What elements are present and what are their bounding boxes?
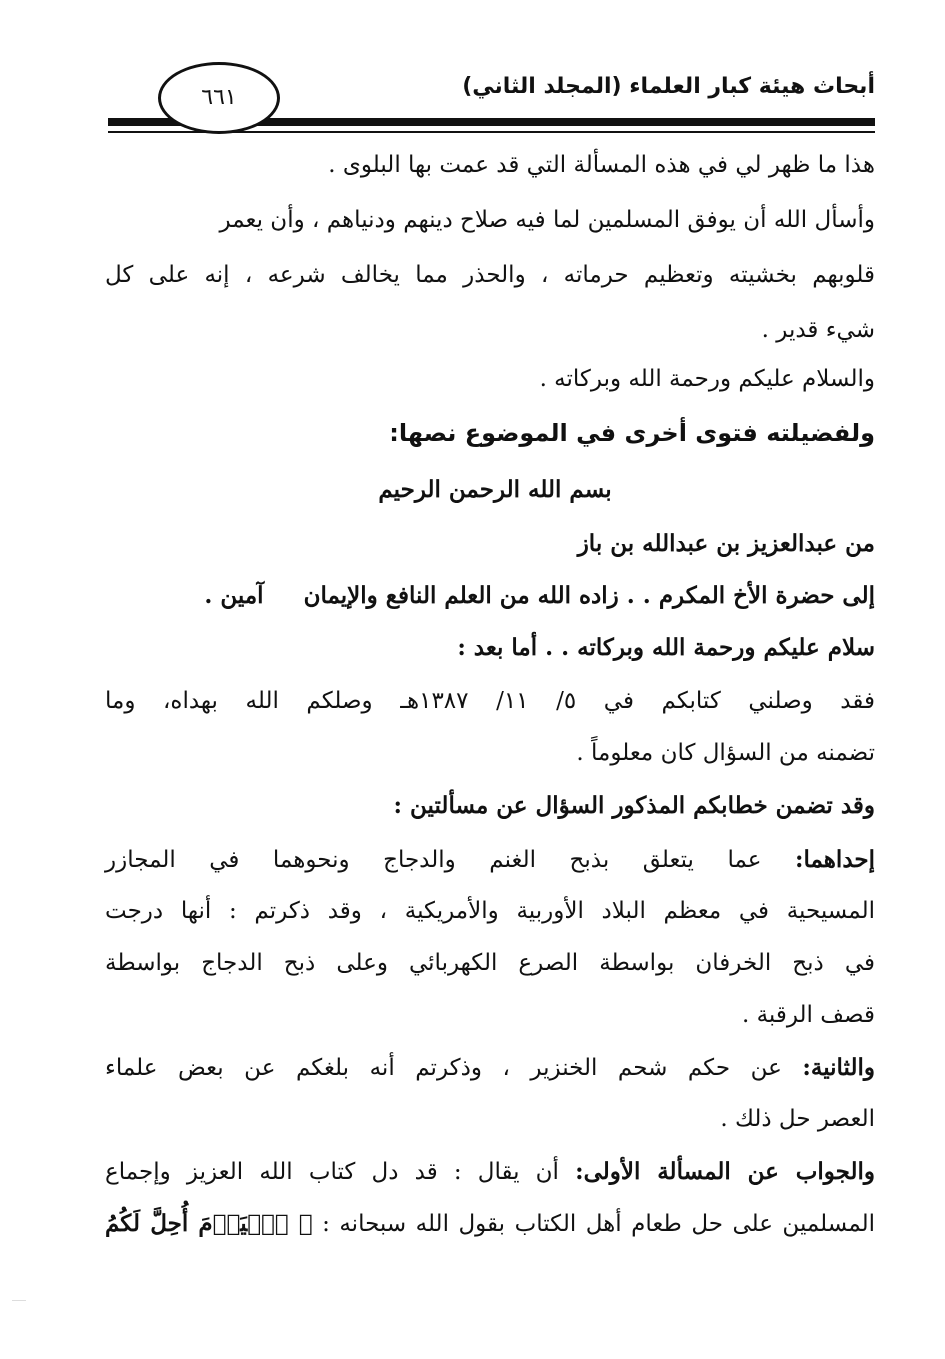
letter-sender: من عبدالعزيز بن عبدالله بن باز	[577, 530, 875, 557]
text-line	[105, 1158, 875, 1185]
amen-text: آمين .	[204, 582, 264, 609]
item-text: المسلمين على حل طعام أهل الكتاب بقول الله سبحانه :	[322, 1211, 876, 1237]
text-line: في ذبح الخرفان بواسطة الصرع الكهربائي وعلى ذبح الدجاج بواسطة	[105, 950, 875, 976]
item-text: عن حكم شحم الخنزير ، وذكرتم أنه بلغكم عن بعض علماء	[105, 1055, 803, 1081]
basmala: بسم الله الرحمن الرحيم	[378, 476, 612, 503]
text-line: فقد وصلني كتابكم في ٥/ ١١/ ١٣٨٧هـ وصلكم الله بهداه، وما	[105, 688, 875, 714]
text-line: وقد تضمن خطابكم المذكور السؤال عن مسألتين :	[393, 792, 875, 819]
item-lead: والثانية:	[802, 1054, 875, 1081]
running-header-title: أبحاث هيئة كبار العلماء (المجلد الثاني)	[462, 74, 875, 99]
item-text: أن يقال : قد دل كتاب الله العزيز وإجماع	[105, 1159, 576, 1185]
text-line: المسيحية في معظم البلاد الأوربية والأمريكية ، وقد ذكرتم : أنها درجت	[105, 898, 875, 924]
letter-greeting: سلام عليكم ورحمة الله وبركاته . . أما بعد :	[457, 634, 875, 661]
item-lead: والجواب عن المسألة الأولى:	[575, 1158, 875, 1185]
text-line	[105, 1210, 875, 1237]
text-line: تضمنه من السؤال كان معلوماً .	[576, 740, 875, 766]
text-line: والسلام عليكم ورحمة الله وبركاته .	[539, 366, 875, 392]
scan-edge-mark	[12, 1300, 26, 1301]
page-number-oval	[158, 62, 280, 134]
letter-recipient	[105, 582, 875, 609]
text-line: قصف الرقبة .	[741, 1002, 875, 1028]
text-line	[105, 846, 875, 873]
recipient-text: إلى حضرة الأخ المكرم . . زاده الله من العلم النافع والإيمان	[303, 582, 875, 609]
section-heading: ولفضيلته فتوى أخرى في الموضوع نصها:	[389, 419, 875, 447]
text-line: شيء قدير .	[761, 317, 875, 343]
item-text: عما يتعلق بذبح الغنم والدجاج ونحوهما في المجازر	[105, 847, 795, 873]
page-body	[105, 0, 875, 1359]
page-number: ٦٦١	[201, 85, 237, 110]
text-line: العصر حل ذلك .	[720, 1106, 875, 1132]
text-line: قلوبهم بخشيته وتعظيم حرماته ، والحذر مما يخالف شرعه ، إنه على كل	[105, 262, 875, 288]
item-lead: إحداهما:	[795, 846, 875, 873]
text-line: وأسأل الله أن يوفق المسلمين لما فيه صلاح دينهم ودنياهم ، وأن يعمر	[219, 207, 875, 233]
text-line	[105, 1054, 875, 1081]
quran-verse: ﴿ ٱلۡيَوۡمَ أُحِلَّ لَكُمُ	[105, 1210, 313, 1237]
text-line: هذا ما ظهر لي في هذه المسألة التي قد عمت بها البلوى .	[328, 152, 875, 178]
